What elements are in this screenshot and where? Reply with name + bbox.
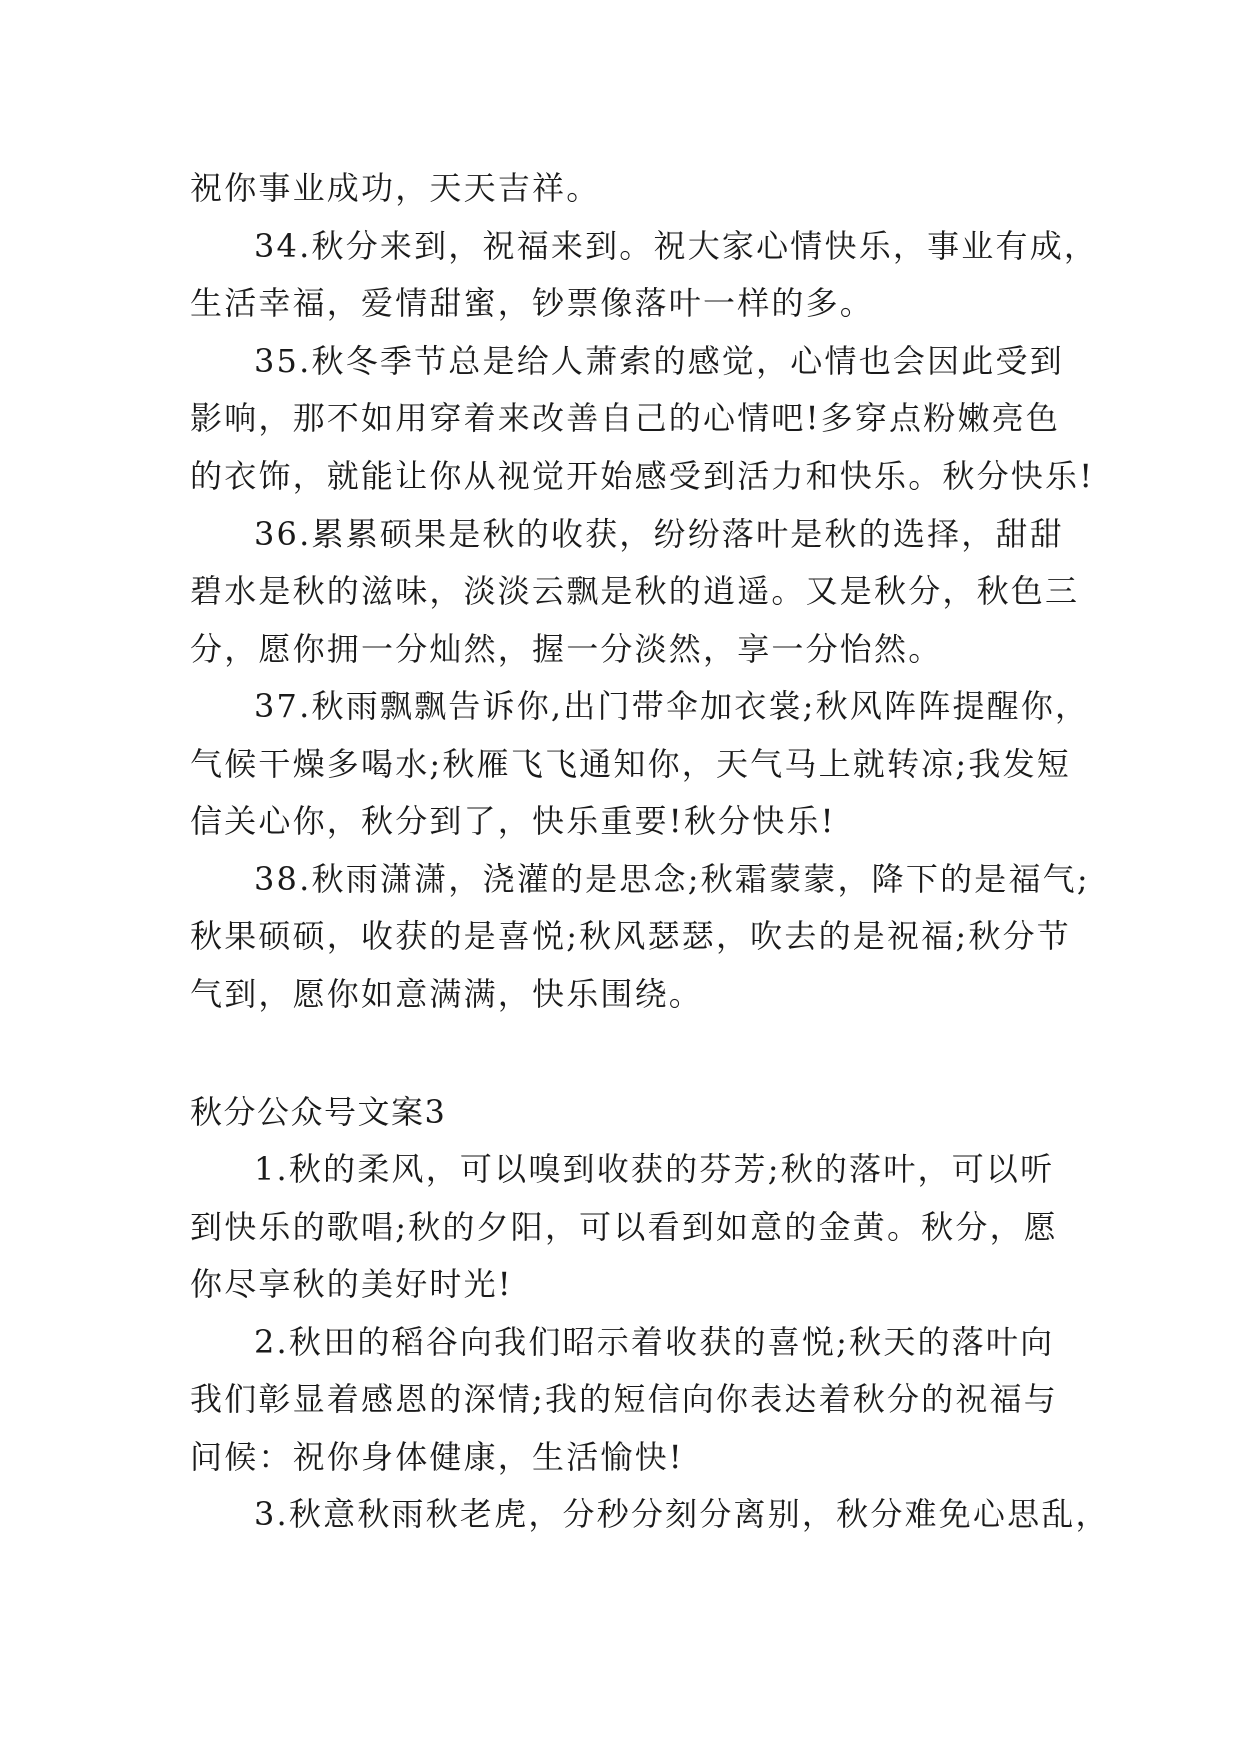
- text-line: 分，愿你拥一分灿然，握一分淡然，享一分怡然。: [190, 630, 943, 668]
- text-line: 碧水是秋的滋味，淡淡云飘是秋的逍遥。又是秋分，秋色三: [190, 572, 1080, 610]
- paragraph-1-start: 1.秋的柔风，可以嗅到收获的芬芳;秋的落叶，可以听: [254, 1150, 1055, 1188]
- paragraph-2-start: 2.秋田的稻谷向我们昭示着收获的喜悦;秋天的落叶向: [254, 1323, 1055, 1361]
- text-line: 我们彰显着感恩的深情;我的短信向你表达着秋分的祝福与: [190, 1380, 1058, 1418]
- paragraph-3-start: 3.秋意秋雨秋老虎，分秒分刻分离别，秋分难免心思乱，: [254, 1495, 1110, 1533]
- text-line: 到快乐的歌唱;秋的夕阳，可以看到如意的金黄。秋分，愿: [190, 1208, 1058, 1246]
- text-line: 气到，愿你如意满满，快乐围绕。: [190, 975, 704, 1013]
- text-line: 气候干燥多喝水;秋雁飞飞通知你，天气马上就转凉;我发短: [190, 745, 1071, 783]
- text-line: 的衣饰，就能让你从视觉开始感受到活力和快乐。秋分快乐!: [190, 457, 1095, 495]
- paragraph-36-start: 36.累累硕果是秋的收获，纷纷落叶是秋的选择，甜甜: [254, 515, 1064, 553]
- paragraph-37-start: 37.秋雨飘飘告诉你,出门带伞加衣裳;秋风阵阵提醒你，: [254, 687, 1090, 725]
- text-line: 你尽享秋的美好时光!: [190, 1265, 513, 1303]
- paragraph-38-start: 38.秋雨潇潇，浇灌的是思念;秋霜蒙蒙，降下的是福气;: [254, 860, 1090, 898]
- paragraph-35-start: 35.秋冬季节总是给人萧索的感觉，心情也会因此受到: [254, 342, 1064, 380]
- text-line: 祝你事业成功，天天吉祥。: [190, 169, 601, 207]
- text-line: 信关心你，秋分到了，快乐重要!秋分快乐!: [190, 802, 836, 840]
- text-line: 秋果硕硕，收获的是喜悦;秋风瑟瑟，吹去的是祝福;秋分节: [190, 917, 1071, 955]
- text-line: 影响，那不如用穿着来改善自己的心情吧!多穿点粉嫩亮色: [190, 399, 1061, 437]
- paragraph-34-start: 34.秋分来到，祝福来到。祝大家心情快乐，事业有成，: [254, 227, 1099, 265]
- text-line: 问候：祝你身体健康，生活愉快!: [190, 1438, 684, 1476]
- section-heading: 秋分公众号文案3: [190, 1093, 447, 1131]
- text-line: 生活幸福，爱情甜蜜，钞票像落叶一样的多。: [190, 284, 875, 322]
